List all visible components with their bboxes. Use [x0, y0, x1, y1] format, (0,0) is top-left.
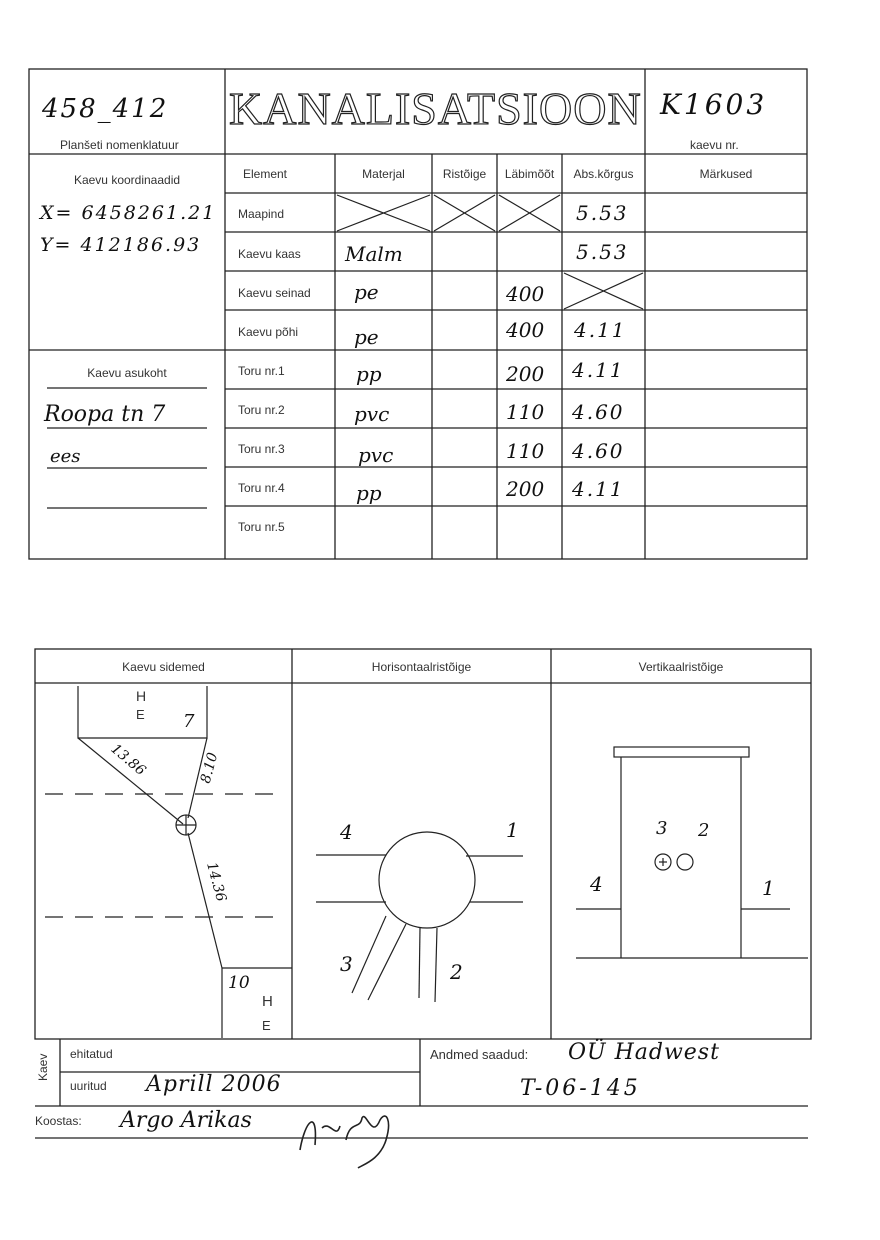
pipe-label-3: 3 — [340, 952, 353, 976]
panel-horizontal-label: Horisontaalristõige — [371, 660, 472, 674]
coordinates-label: Kaevu koordinaadid — [73, 173, 181, 187]
column-header: Märkused — [699, 167, 753, 181]
column-header: Element — [242, 167, 288, 181]
distance-label: 13.86 — [107, 740, 149, 780]
form-title: KANALISATSIOON — [229, 83, 642, 134]
location-line1: Roopa tn 7 — [44, 402, 166, 427]
row-diameter: 200 — [506, 477, 545, 501]
house-top-number: 7 — [183, 711, 195, 732]
column-header: Läbimõõt — [504, 167, 555, 181]
compiled-value: Argo Arikas — [120, 1108, 252, 1133]
data-provided-value: OÜ Hadwest — [568, 1040, 720, 1065]
plan-number-value: 458_412 — [42, 94, 169, 124]
row-material: pp — [356, 481, 382, 505]
pipe-label-2: 2 — [450, 960, 463, 984]
compiled-label: Koostas: — [35, 1114, 82, 1128]
row-element: Toru nr.1 — [238, 364, 285, 378]
row-element: Toru nr.3 — [238, 442, 285, 456]
data-provided-ref: T-06-145 — [520, 1076, 641, 1101]
house-bottom-e: E — [262, 1018, 271, 1033]
surveyed-value: Aprill 2006 — [146, 1072, 282, 1097]
row-material: pe — [354, 325, 379, 349]
built-label: ehitatud — [70, 1047, 113, 1061]
row-element: Kaevu kaas — [238, 247, 301, 261]
row-element: Kaevu põhi — [238, 325, 299, 339]
location-line2: ees — [50, 446, 81, 467]
row-element: Kaevu seinad — [238, 286, 311, 300]
house-top-e: E — [136, 707, 145, 722]
well-number-label: kaevu nr. — [690, 138, 739, 152]
row-elevation: 4.60 — [572, 400, 625, 424]
column-header: Abs.kõrgus — [573, 167, 634, 181]
house-bottom-number: 10 — [228, 973, 250, 993]
row-material: pvc — [354, 402, 390, 426]
row-element: Maapind — [238, 207, 285, 221]
row-elevation: 4.11 — [574, 318, 627, 342]
horizontal-section-sketch — [316, 832, 523, 1002]
house-bottom-h: H — [262, 993, 273, 1010]
row-material: pp — [356, 362, 382, 386]
row-elevation: 4.60 — [572, 439, 625, 463]
pipe-label-4: 4 — [590, 872, 603, 896]
row-element: Toru nr.4 — [238, 481, 285, 495]
panel-vertical-label: Vertikaalristõige — [638, 660, 724, 674]
column-header: Materjal — [362, 167, 405, 181]
row-material: pe — [354, 280, 379, 304]
row-elevation: 4.11 — [572, 477, 625, 501]
signature-mark — [300, 1116, 388, 1168]
location-label: Kaevu asukoht — [87, 366, 167, 380]
distance-label: 14.36 — [203, 860, 229, 904]
row-element: Toru nr.2 — [238, 403, 285, 417]
surveyed-label: uuritud — [70, 1079, 107, 1093]
side-label: Kaev — [36, 1053, 50, 1081]
row-material: pvc — [358, 443, 394, 467]
vertical-section-sketch — [576, 747, 808, 958]
connections-sketch — [45, 686, 292, 1038]
row-diameter: 400 — [506, 282, 545, 306]
plan-number-label: Planšeti nomenklatuur — [60, 138, 179, 152]
row-material: Malm — [345, 242, 403, 266]
data-provided-label: Andmed saadud: — [430, 1047, 529, 1062]
row-diameter: 110 — [506, 439, 545, 463]
y-coordinate: Y= 412186.93 — [40, 234, 202, 256]
pipe-label-1: 1 — [762, 876, 775, 900]
row-diameter: 400 — [506, 318, 545, 342]
well-number-value: K1603 — [660, 88, 768, 121]
pipe-label-3: 3 — [656, 818, 668, 839]
row-diameter: 200 — [506, 362, 545, 386]
row-diameter: 110 — [506, 400, 545, 424]
pipe-label-2: 2 — [698, 820, 710, 841]
row-elevation: 4.11 — [572, 358, 625, 382]
pipe-label-4: 4 — [340, 820, 353, 844]
row-elevation: 5.53 — [576, 240, 629, 264]
panel-connections-label: Kaevu sidemed — [122, 660, 205, 674]
row-element: Toru nr.5 — [238, 520, 285, 534]
distance-label: 8.10 — [197, 750, 222, 786]
column-header: Ristõige — [442, 167, 487, 181]
x-coordinate: X= 6458261.21 — [40, 202, 217, 224]
row-elevation: 5.53 — [576, 201, 629, 225]
pipe-label-1: 1 — [506, 818, 519, 842]
house-top-h: H — [136, 688, 147, 704]
